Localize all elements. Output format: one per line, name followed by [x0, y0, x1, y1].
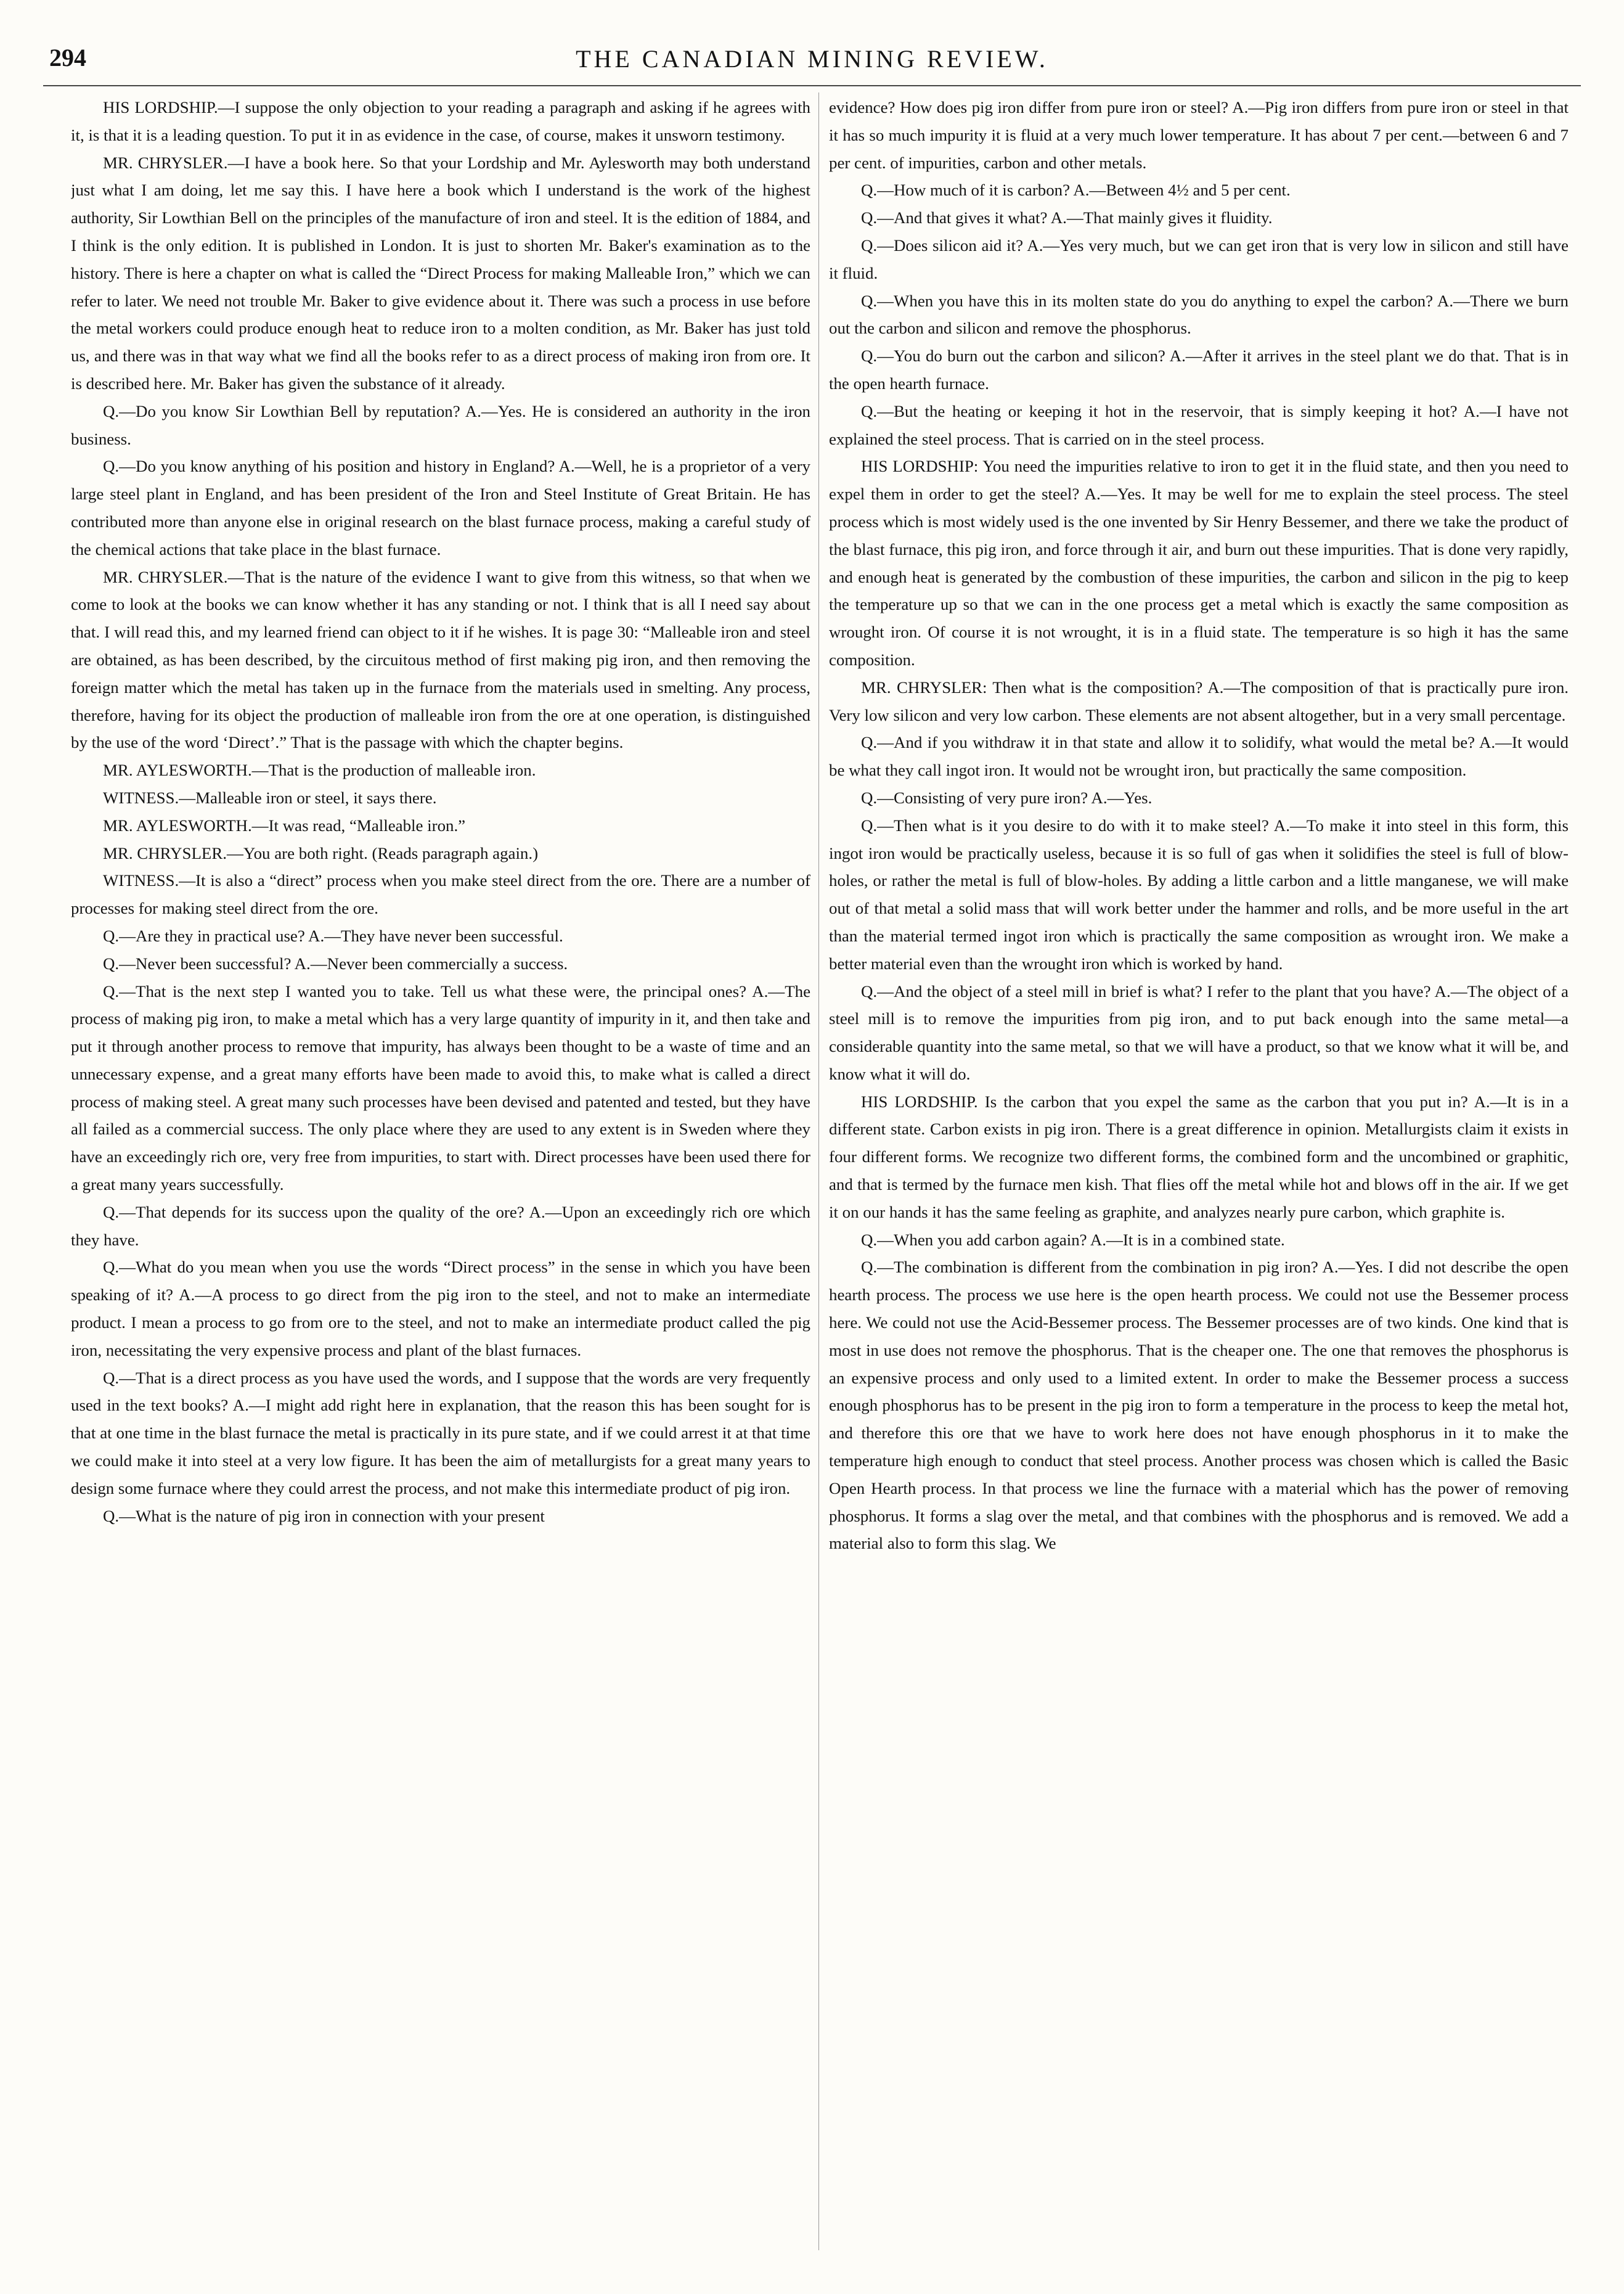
paragraph: Q.—Do you know Sir Lowthian Bell by reputation? A.—Yes. He is considered an authority in the iron business. [71, 401, 810, 448]
paragraph: Q.—The combination is different from the combination in pig iron? A.—Yes. I did not describe the open hearth process. The process we use here is the open hearth process. We could not use the Bessemer process here. We could not use the Acid-Bessemer process. The Bessemer processes are of two kinds. One kind that is most in use does not remove the phosphorus. That is the cheaper one. The one that removes the phosphorus is an expensive process and only used to a limited extent. In order to make the Bessemer process a success enough phosphorus has to be present in the pig iron to form a temperature in the process to keep the metal hot, and therefore this ore that we have to work here does not have enough phosphorus in it to make the temperature high enough to conduct that steel process. Another process was chosen which is called the Basic Open Hearth process. In that process we line the furnace with a material which has the power of removing phosphorus. It forms a slag over the metal, and that combines with the phosphorus and is removed. We add a material also to form this slag. We [829, 1258, 1569, 1553]
paragraph: MR. CHRYSLER.—That is the nature of the evidence I want to give from this witness, so that when we come to look at the books we can know whether it has any standing or not. I think that is all I need say about that. I will read this, and my learned friend can object to it if he wishes. It is page 30: “Malleable iron and steel are obtained, as has been described, by the circuitous method of first making pig iron, and then removing the foreign matter which the metal has taken up in the furnace from the materials used in smelting. Any process, therefore, having for its object the production of malleable iron from the ore at one operation, is distinguished by the use of the word ‘Direct’.” That is the passage with which the chapter begins. [71, 567, 810, 752]
paragraph: MR. CHRYSLER: Then what is the composition? A.—The composition of that is practically pure iron. Very low silicon and very low carbon. These elements are not absent altogether, but in a very small percentage. [829, 678, 1569, 724]
running-title: THE CANADIAN MINING REVIEW. [576, 45, 1048, 73]
page-header [43, 38, 1581, 81]
paragraph: Q.—Never been successful? A.—Never been commercially a success. [103, 954, 568, 973]
paragraph: HIS LORDSHIP.—I suppose the only objection to your reading a paragraph and asking if he agrees with it, is that it is a leading question. To put it in as evidence in the case, of course, makes it unsworn testimony. [71, 98, 810, 144]
paragraph: MR. AYLESWORTH.—That is the production of malleable iron. [103, 761, 536, 780]
paragraph: Q.—What is the nature of pig iron in connection with your present [103, 1506, 545, 1525]
paragraph: MR. AYLESWORTH.—It was read, “Malleable iron.” [103, 816, 466, 835]
paragraph: Q.—When you add carbon again? A.—It is in a combined state. [861, 1230, 1285, 1249]
paragraph: Q.—That depends for its success upon the quality of the ore? A.—Upon an exceedingly rich ore which they have. [71, 1202, 810, 1249]
right-column [829, 94, 1569, 2264]
paragraph: Q.—But the heating or keeping it hot in the reservoir, that is simply keeping it hot? A.—I have not explained the steel process. That is carried on in the steel process. [829, 401, 1569, 448]
paragraph: WITNESS.—Malleable iron or steel, it says there. [103, 788, 437, 807]
paragraph: Q.—When you have this in its molten state do you do anything to expel the carbon? A.—There we burn out the carbon and silicon and remove the phosphorus. [829, 291, 1569, 338]
page-number: 294 [49, 44, 86, 72]
paragraph: HIS LORDSHIP. Is the carbon that you expel the same as the carbon that you put in? A.—It is in a different state. Carbon exists in pig iron. There is a great difference in opinion. Metallurgists claim it exists in four different forms. We recognize two different forms, the combined form and the uncombined or graphitic, and that is termed by the furnace men kish. That flies off the metal while hot and blows off in the air. If we get it on our hands it has the same feeling as graphite, and analyzes nearly pure carbon, which graphite is. [829, 1092, 1569, 1221]
column-rule [818, 92, 819, 2250]
paragraph: Q.—Are they in practical use? A.—They have never been successful. [103, 926, 563, 945]
paragraph: MR. CHRYSLER.—I have a book here. So that your Lordship and Mr. Aylesworth may both understand just what I am doing, let me say this. I have here a book which I understand is the work of the highest authority, Sir Lowthian Bell on the principles of the manufacture of iron and steel. It is the edition of 1884, and I think is the only edition. It is published in London. It is just to shorten Mr. Baker's examination as to the history. There is here a chapter on what is called the “Direct Process for making Malleable Iron,” which we can refer to later. We need not trouble Mr. Baker to give evidence about it. There was such a process in use before the metal workers could produce enough heat to reduce iron to a molten condition, as Mr. Baker has just told us, and there was in that way what we find all the books refer to as a direct process of making iron from ore. It is described here. Mr. Baker has given the substance of it already. [71, 153, 810, 393]
paragraph: Q.—And the object of a steel mill in brief is what? I refer to the plant that you have? A.—The object of a steel mill is to remove the impurities from pig iron, and to put back enough into the same metal—a considerable quantity into the same metal, so that we will have a product, so that we know what it will be, and know what it will do. [829, 981, 1569, 1083]
paragraph: evidence? How does pig iron differ from pure iron or steel? A.—Pig iron differs from pure iron or steel in that it has so much impurity it is fluid at a very much lower temperature. It has about 7 per cent.—between 6 and 7 per cent. of impurities, carbon and other metals. [829, 98, 1569, 172]
paragraph: Q.—That is a direct process as you have used the words, and I suppose that the words are very frequently used in the text books? A.—I might add right here in explanation, that the reason this has been sought for is that at one time in the blast furnace the metal is practically in its pure state, and if we could arrest it at that time we could make it into steel at a very low figure. It has been the aim of metallurgists for a great many years to design some furnace where they could arrest the process, and not make this intermediate product of pig iron. [71, 1368, 810, 1497]
paragraph: WITNESS.—It is also a “direct” process when you make steel direct from the ore. There are a number of processes for making steel direct from the ore. [71, 871, 810, 918]
header-rule [43, 85, 1581, 86]
paragraph: Q.—Do you know anything of his position and history in England? A.—Well, he is a proprietor of a very large steel plant in England, and has been president of the Iron and Steel Institute of Great Britain. He has contributed more than anyone else in original research on the blast furnace process, making a careful study of the chemical actions that take place in the blast furnace. [71, 457, 810, 559]
paragraph: Q.—And if you withdraw it in that state and allow it to solidify, what would the metal be? A.—It would be what they call ingot iron. It would not be wrought iron, but practically the same composition. [829, 733, 1569, 780]
left-column [71, 94, 810, 2264]
paragraph: Q.—Then what is it you desire to do with it to make steel? A.—To make it into steel in this form, this ingot iron would be practically useless, because it is so full of gas when it solidifies the steel is full of blow-holes, or rather the metal is full of blow-holes. By adding a little carbon and a little manganese, we will make out of that metal a solid mass that will work better under the hammer and rolls, and be more useful in the art than the material termed ingot iron which is practically the same composition as wrought iron. We make a better material even than the wrought iron which is worked by hand. [829, 816, 1569, 973]
paragraph: Q.—Does silicon aid it? A.—Yes very much, but we can get iron that is very low in silicon and still have it fluid. [829, 236, 1569, 282]
paragraph: Q.—What do you mean when you use the words “Direct process” in the sense in which you have been speaking of it? A.—A process to go direct from the pig iron to the steel, and not to make an intermediate product. I mean a process to go from ore to the steel, and not to make an intermediate product called the pig iron, necessitating the very expensive process and plant of the blast furnaces. [71, 1258, 810, 1359]
paragraph: MR. CHRYSLER.—You are both right. (Reads paragraph again.) [103, 843, 539, 862]
paragraph: HIS LORDSHIP: You need the impurities relative to iron to get it in the fluid state, and then you need to expel them in order to get the steel? A.—Yes. It may be well for me to explain the steel process. The steel process which is most widely used is the one invented by Sir Henry Bessemer, and there we take the product of the blast furnace, this pig iron, and force through it air, and burn out these impurities. That is done very rapidly, and enough heat is generated by the combustion of these impurities, the carbon and silicon in the pig to keep the temperature up so that we can in the one process get a metal which is exactly the same composition as wrought iron. Of course it is not wrought, it is in a fluid state. The temperature is so high it has the same composition. [829, 457, 1569, 669]
paragraph: Q.—Consisting of very pure iron? A.—Yes. [861, 788, 1153, 807]
paragraph: Q.—You do burn out the carbon and silicon? A.—After it arrives in the steel plant we do that. That is in the open hearth furnace. [829, 346, 1569, 393]
paragraph: Q.—And that gives it what? A.—That mainly gives it fluidity. [861, 208, 1273, 227]
paragraph: Q.—How much of it is carbon? A.—Between 4½ and 5 per cent. [861, 181, 1291, 200]
paragraph: Q.—That is the next step I wanted you to take. Tell us what these were, the principal ones? A.—The process of making pig iron, to make a metal which has a very large quantity of impurity in it, and then take and put it through another process to remove that impurity, has always been thought to be a waste of time and an unnecessary expense, and a great many efforts have been made to avoid this, to make what is called a direct process of making steel. A great many such processes have been devised and patented and tested, but they have all failed as a commercial success. The only place where they are used to any extent is in Sweden where they have an exceedingly rich ore, very free from impurities, to start with. Direct processes have been used there for a great many years successfully. [71, 981, 810, 1194]
